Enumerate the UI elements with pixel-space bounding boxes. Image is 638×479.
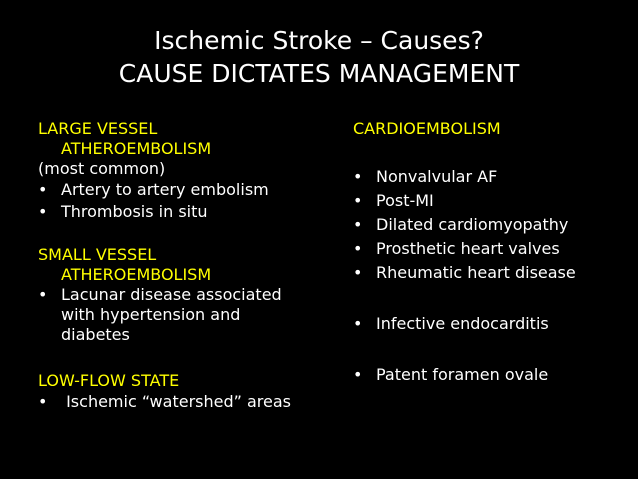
small-vessel-heading <box>38 245 328 285</box>
left-column <box>38 119 328 413</box>
list-item-text: Ischemic “watershed” areas <box>61 392 292 411</box>
list-item <box>38 285 328 345</box>
list-item-text: Dilated cardiomyopathy <box>376 215 569 234</box>
large-vessel-heading-line-2: ATHEROEMBOLISM <box>61 139 212 158</box>
list-item-text: Patent foramen ovale <box>376 365 549 384</box>
list-item <box>353 261 623 285</box>
title-line-2: CAUSE DICTATES MANAGEMENT <box>118 59 520 88</box>
list-item-text: Artery to artery embolism <box>61 180 269 199</box>
small-vessel-heading-line-2: ATHEROEMBOLISM <box>61 265 212 284</box>
bullet-icon: • <box>353 263 363 282</box>
list-item-text: Prosthetic heart valves <box>376 239 560 258</box>
list-item-text: Infective endocarditis <box>376 314 549 333</box>
slide-title <box>0 24 638 90</box>
bullet-icon: • <box>353 191 363 210</box>
list-item <box>353 237 623 261</box>
list-item-line-1: Lacunar disease associated <box>61 285 282 304</box>
cardioembolism-heading: CARDIOEMBOLISM <box>353 119 501 138</box>
large-vessel-heading <box>38 119 328 159</box>
list-item-text: Post-MI <box>376 191 434 210</box>
bullet-icon: • <box>353 215 363 234</box>
low-flow-heading: LOW-FLOW STATE <box>38 371 180 390</box>
bullet-icon: • <box>353 365 363 384</box>
large-vessel-note: (most common) <box>38 159 166 178</box>
list-item <box>353 189 623 213</box>
list-item-line-2: with hypertension and <box>61 305 241 324</box>
list-item-line-3: diabetes <box>61 325 130 344</box>
bullet-icon: • <box>353 167 363 186</box>
bullet-icon: • <box>353 239 363 258</box>
list-item-text: Thrombosis in situ <box>61 202 208 221</box>
bullet-icon: • <box>353 314 363 333</box>
list-item <box>353 363 623 387</box>
bullet-icon: • <box>38 285 48 304</box>
list-item <box>353 213 623 237</box>
list-item <box>38 201 328 223</box>
title-line-1: Ischemic Stroke – Causes? <box>154 26 484 55</box>
right-column <box>353 119 623 387</box>
list-item <box>353 165 623 189</box>
list-item <box>38 179 328 201</box>
list-item-text: Nonvalvular AF <box>376 167 498 186</box>
bullet-icon: • <box>38 392 48 411</box>
bullet-icon: • <box>38 202 48 221</box>
list-item <box>353 312 623 336</box>
list-item-text: Rheumatic heart disease <box>376 263 576 282</box>
bullet-icon: • <box>38 180 48 199</box>
small-vessel-heading-line-1: SMALL VESSEL <box>38 245 157 264</box>
list-item <box>38 391 328 413</box>
large-vessel-heading-line-1: LARGE VESSEL <box>38 119 158 138</box>
